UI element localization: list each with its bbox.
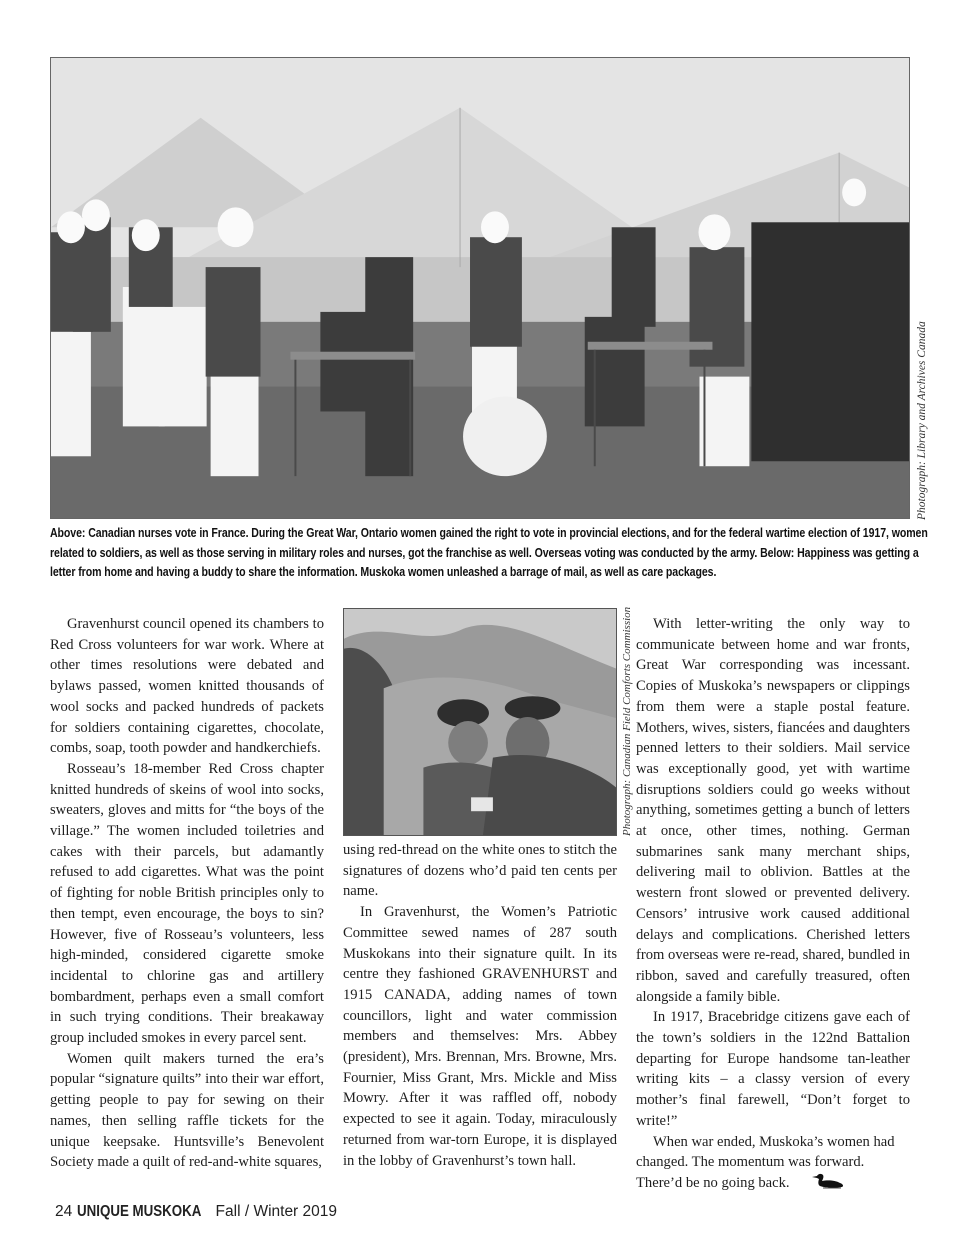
- top-photo-nurses-voting: [50, 57, 910, 519]
- page-number: 24: [55, 1203, 73, 1220]
- paragraph: In 1917, Bracebridge citizens gave each of the town’s soldiers in the 122nd Battalion departing for Europe handsome tan-leather writing kits – a classy version of every mother’s final farewell, “Don’t forget to write!”: [636, 1009, 910, 1129]
- bottom-photo-credit: Photograph: Canadian Field Comforts Commission: [621, 606, 633, 836]
- paragraph: Women quilt makers turned the era’s popular “signature quilts” into their war effort, getting people to pay for sewing on their names, then selling raffle tickets for the unique keepsake. Huntsville’s Benevolent Society made a quilt of red-and-white squares,: [50, 1050, 324, 1171]
- page-footer: [55, 1203, 337, 1221]
- article-column-2: [343, 840, 617, 1171]
- top-photo-credit: Photograph: Library and Archives Canada: [916, 321, 928, 520]
- final-sentence: When war ended, Muskoka’s women had changed. The momentum was forward. There’d be no going back.: [636, 1133, 895, 1191]
- ballot-sack: [463, 397, 547, 477]
- paragraph: In Gravenhurst, the Women’s Patriotic Committee sewed names of 287 south Muskokans into their signature quilt. In its centre they fashioned GRAVENHURST and 1915 CANADA, adding names of town councillors, light and water commission members and themselves: Mrs. Abbey (president), Mrs. Brennan, Mrs. Browne, Mrs. Fournier, Miss Grant, Mrs. Mickle and Miss Mowry. After it was raffled off, nobody expected to see it again. Today, miraculously returned from war-torn Europe, it is displayed in the lobby of Gravenhurst’s town hall.: [343, 904, 617, 1169]
- article-column-3: [636, 614, 910, 1194]
- bottom-photo-illustration: [344, 609, 616, 835]
- paragraph: Rosseau’s 18-member Red Cross chapter knitted hundreds of skeins of wool into socks, sweaters, gloves and mitts for “the boys of the village.” The women included toiletries and cakes with their parcels, but adamantly refused to add cigarettes. What was the point of fighting for noble British principles only to then tempt, even encourage, the boys to sin? However, five of Rosseau’s volunteers, less high-minded, considered cigarette smoke incidental to chlorine gas and artillery bombardment, perhaps even a small comfort in such trying conditions. Their breakaway group included smokes in every parcel sent.: [50, 760, 324, 1047]
- photo-caption: Above: Canadian nurses vote in France. During the Great War, Ontario women gained the right to vote in provincial elections, and for the federal wartime election of 1917, women related to soldiers, as well as those serving in military roles and nurses, got the franchise as well. Overseas voting was conducted by the army. Below: Happiness was getting a letter from home and having a buddy to share the information. Muskoka women unleashed a barrage of mail, as well as care packages.: [50, 526, 928, 579]
- loon-icon: [794, 1173, 828, 1189]
- paragraph: using red-thread on the white ones to stitch the signatures of dozens who’d paid ten cents per name.: [343, 842, 617, 900]
- bottom-photo-soldiers-letter: [343, 608, 617, 836]
- top-photo-illustration: [51, 58, 909, 518]
- letter: [471, 797, 493, 811]
- soldier-cap: [505, 696, 561, 720]
- issue-label: Fall / Winter 2019: [215, 1203, 338, 1220]
- paragraph-final: [636, 1132, 910, 1194]
- voting-booth: [751, 222, 909, 461]
- paragraph: With letter-writing the only way to communicate between home and war fronts, Great War corresponding was incessant. Copies of Muskoka’s newspapers or clippings from them were a staple postal feature. Mothers, wives, sisters, fiancées and daughters penned letters to their soldiers. Mail service was exceptionally good, yet with wartime disruptions soldiers could go weeks without anything, sometimes getting a bunch of letters at once, other times, nothing. German submarines sank many merchant ships, delivering mail to oblivion. Battles at the western front slowed or prevented delivery. Censors’ intrusive work caused additional delays and complications. Cherished letters from overseas were re-read, shared, bundled in ribbon, saved and carefully treasured, often alongside a family bible.: [636, 616, 910, 1005]
- magazine-name: UNIQUE MUSKOKA: [76, 1203, 201, 1220]
- article-column-1: [50, 614, 324, 1173]
- seated-officer-left: [320, 312, 375, 412]
- paragraph: Gravenhurst council opened its chambers to Red Cross volunteers for war work. Where at other times resolutions were debated and bylaws passed, women knitted thousands of wool socks and packed hundreds of packets for soldiers containing cigarettes, chocolate, combs, soap, tooth powder and handkerchiefs.: [50, 616, 324, 757]
